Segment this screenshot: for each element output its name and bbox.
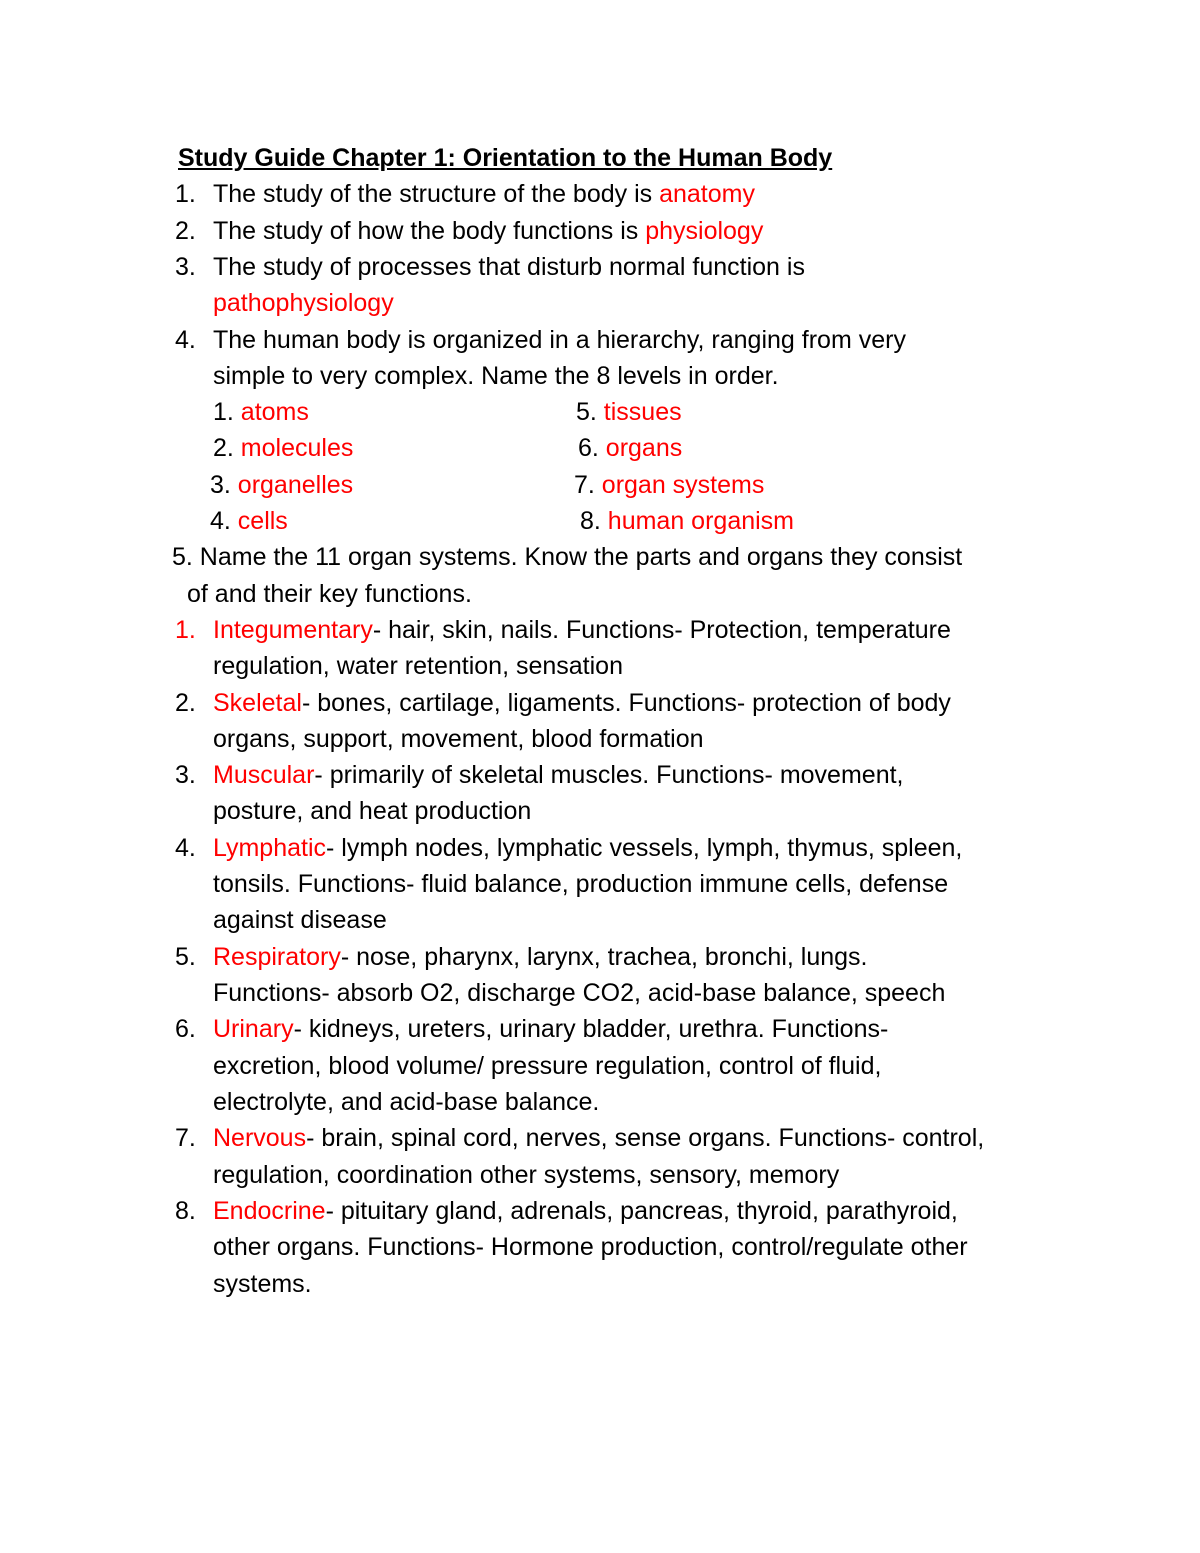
level-name: cells [237, 507, 288, 535]
organ-system-item [175, 685, 951, 721]
level-item [576, 394, 682, 430]
organ-system-item [175, 757, 903, 793]
system-description: - pituitary gland, adrenals, pancreas, thyroid, parathyroid, [325, 1197, 958, 1225]
level-name: atoms [240, 398, 309, 426]
system-description-continued: Functions- absorb O2, discharge CO2, acid-base balance, speech [213, 979, 946, 1007]
level-item [213, 430, 353, 466]
level-name: organ systems [601, 471, 765, 499]
system-description: - lymph nodes, lymphatic vessels, lymph, thymus, spleen, [326, 834, 963, 862]
level-number: 1. [213, 398, 241, 426]
question-number: 2. [175, 217, 196, 245]
level-number: 2. [213, 434, 241, 462]
answer: pathophysiology [213, 289, 394, 317]
question-2 [175, 213, 763, 249]
level-item [210, 503, 288, 539]
system-name: Muscular [213, 761, 315, 789]
level-number: 7. [574, 471, 602, 499]
organ-system-item [175, 1011, 888, 1047]
system-description-continued: tonsils. Functions- fluid balance, production immune cells, defense [213, 870, 949, 898]
organ-system-item [175, 939, 868, 975]
level-name: human organism [607, 507, 795, 535]
system-description-continued: posture, and heat production [213, 797, 532, 825]
level-name: tissues [603, 398, 682, 426]
answer: anatomy [659, 180, 755, 208]
system-description-continued: systems. [213, 1270, 312, 1298]
system-description: - hair, skin, nails. Functions- Protection, temperature [372, 616, 951, 644]
system-name: Endocrine [213, 1197, 326, 1225]
question-text: The human body is organized in a hierarchy, ranging from very [213, 326, 906, 354]
level-number: 5. [576, 398, 604, 426]
level-number: 8. [580, 507, 608, 535]
level-name: organs [605, 434, 683, 462]
system-description: - brain, spinal cord, nerves, sense organs. Functions- control, [306, 1124, 985, 1152]
question-number: 3. [175, 253, 196, 281]
question-3 [175, 249, 805, 285]
question-text: The study of processes that disturb normal function is [213, 253, 805, 281]
system-description-continued: electrolyte, and acid-base balance. [213, 1088, 600, 1116]
question-number: 1. [175, 180, 196, 208]
level-number: 3. [210, 471, 238, 499]
level-item [213, 394, 309, 430]
system-number: 6. [175, 1015, 196, 1043]
question-text-continued: of and their key functions. [187, 580, 472, 608]
level-number: 6. [578, 434, 606, 462]
system-description-continued: organs, support, movement, blood formation [213, 725, 704, 753]
question-4 [175, 322, 906, 358]
system-number: 8. [175, 1197, 196, 1225]
organ-system-item [175, 830, 962, 866]
question-text: The study of the structure of the body is [213, 180, 660, 208]
system-name: Nervous [213, 1124, 307, 1152]
system-description: - kidneys, ureters, urinary bladder, urethra. Functions- [293, 1015, 889, 1043]
level-name: molecules [240, 434, 354, 462]
system-name: Respiratory [213, 943, 341, 971]
system-description: - primarily of skeletal muscles. Functions- movement, [314, 761, 904, 789]
document-title: Study Guide Chapter 1: Orientation to the Human Body [178, 144, 833, 172]
system-description-continued: regulation, water retention, sensation [213, 652, 623, 680]
system-number: 4. [175, 834, 196, 862]
system-description-continued: regulation, coordination other systems, sensory, memory [213, 1161, 840, 1189]
answer: physiology [645, 217, 764, 245]
organ-system-item [175, 1193, 958, 1229]
level-name: organelles [237, 471, 354, 499]
organ-system-item [175, 612, 951, 648]
level-number: 4. [210, 507, 238, 535]
system-number: 1. [175, 616, 196, 644]
system-number: 2. [175, 689, 196, 717]
system-number: 7. [175, 1124, 196, 1152]
system-description-continued: against disease [213, 906, 387, 934]
question-text-continued: simple to very complex. Name the 8 levels in order. [213, 362, 779, 390]
system-description: - nose, pharynx, larynx, trachea, bronchi, lungs. [340, 943, 868, 971]
system-description-continued: other organs. Functions- Hormone production, control/regulate other [213, 1233, 968, 1261]
system-number: 5. [175, 943, 196, 971]
level-item [580, 503, 794, 539]
question-text: The study of how the body functions is [213, 217, 646, 245]
system-description-continued: excretion, blood volume/ pressure regulation, control of fluid, [213, 1052, 882, 1080]
level-item [578, 430, 682, 466]
question-1 [175, 176, 755, 212]
system-name: Skeletal [213, 689, 302, 717]
system-name: Lymphatic [213, 834, 327, 862]
system-description: - bones, cartilage, ligaments. Functions- protection of body [301, 689, 951, 717]
question-number: 4. [175, 326, 196, 354]
level-item [574, 467, 764, 503]
question-5: 5. Name the 11 organ systems. Know the parts and organs they consist [172, 543, 963, 571]
level-item [210, 467, 353, 503]
organ-system-item [175, 1120, 984, 1156]
system-name: Integumentary [213, 616, 373, 644]
system-number: 3. [175, 761, 196, 789]
system-name: Urinary [213, 1015, 294, 1043]
